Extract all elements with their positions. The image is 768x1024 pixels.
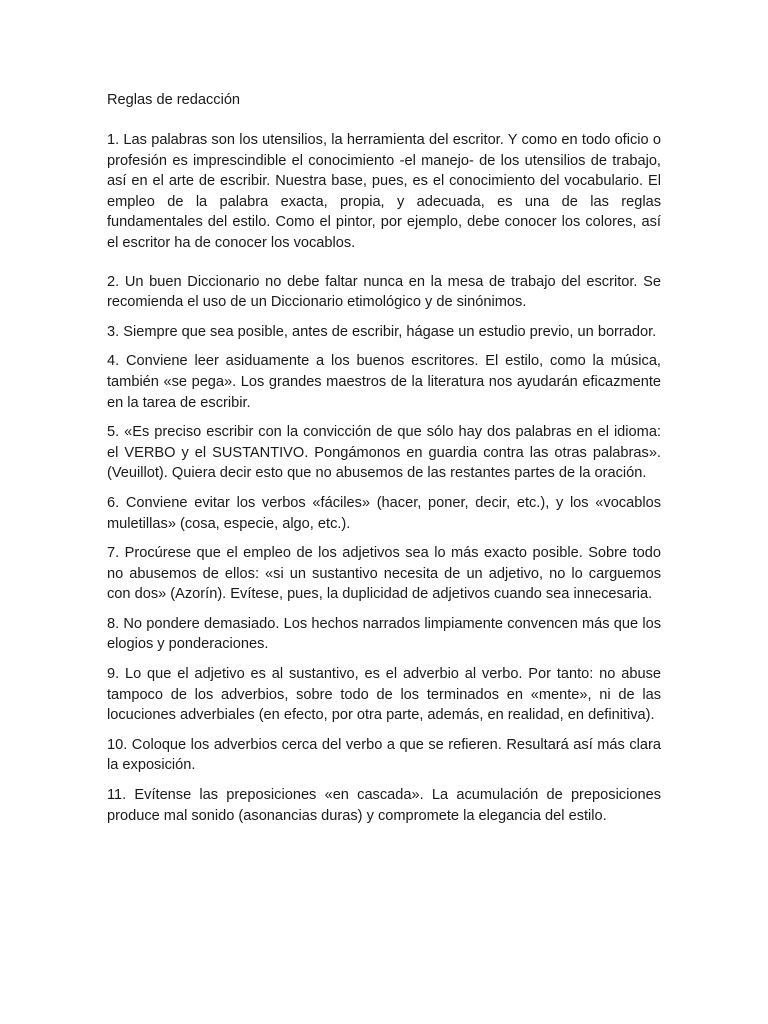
rule-paragraph-6: 6. Conviene evitar los verbos «fáciles» (hacer, poner, decir, etc.), y los «vocablos muletillas» (cosa, especie, algo, etc.). [107,494,661,532]
rule-paragraph-3: 3. Siempre que sea posible, antes de escribir, hágase un estudio previo, un borrador. [107,323,657,340]
rule-paragraph-7: 7. Procúrese que el empleo de los adjetivos sea lo más exacto posible. Sobre todo no abusemos de ellos: «si un sustantivo necesita de un adjetivo, no lo carguemos con dos» (Azorín). Evítese, pues, la duplicidad de adjetivos cuando sea innecesaria. [107,545,661,603]
rule-paragraph-2: 2. Un buen Diccionario no debe faltar nunca en la mesa de trabajo del escritor. Se recomienda el uso de un Diccionario etimológico y de sinónimos. [107,273,661,311]
rule-paragraph-4: 4. Conviene leer asiduamente a los buenos escritores. El estilo, como la música, también «se pega». Los grandes maestros de la literatura nos ayudarán eficazmente en la tarea de escribir. [107,353,661,411]
rule-paragraph-11: 11. Evítense las preposiciones «en cascada». La acumulación de preposiciones produce mal sonido (asonancias duras) y compromete la elegancia del estilo. [107,787,661,824]
rule-paragraph-8: 8. No pondere demasiado. Los hechos narrados limpiamente convencen más que los elogios y ponderaciones. [107,615,661,653]
rule-paragraph-5: 5. «Es preciso escribir con la convicción de que sólo hay dos palabras en el idioma: el VERBO y el SUSTANTIVO. Pongámonos en guardia contra las otras palabras». (Veuillot). Quiera decir esto que no abusemos de las restantes partes de la oración. [107,424,661,482]
document-page [107,90,661,835]
rule-paragraph-10: 10. Coloque los adverbios cerca del verbo a que se refieren. Resultará así más clara la exposición. [107,736,661,774]
document-title: Reglas de redacción [107,92,241,108]
rule-paragraph-1: 1. Las palabras son los utensilios, la herramienta del escritor. Y como en todo oficio o profesión es imprescindible el conocimiento -el manejo- de los utensilios de trabajo, así en el arte de escribir. Nuestra base, pues, es el conocimiento del vocabulario. El empleo de la palabra exacta, propia, y adecuada, es una de las reglas fundamentales del estilo. Como el pintor, por ejemplo, debe conocer los colores, así el escritor ha de conocer los vocablos. [107,132,661,251]
rule-paragraph-9: 9. Lo que el adjetivo es al sustantivo, es el adverbio al verbo. Por tanto: no abuse tampoco de los adverbios, sobre todo de los terminados en «mente», ni de las locuciones adverbiales (en efecto, por otra parte, además, en realidad, en definitiva). [107,666,661,724]
